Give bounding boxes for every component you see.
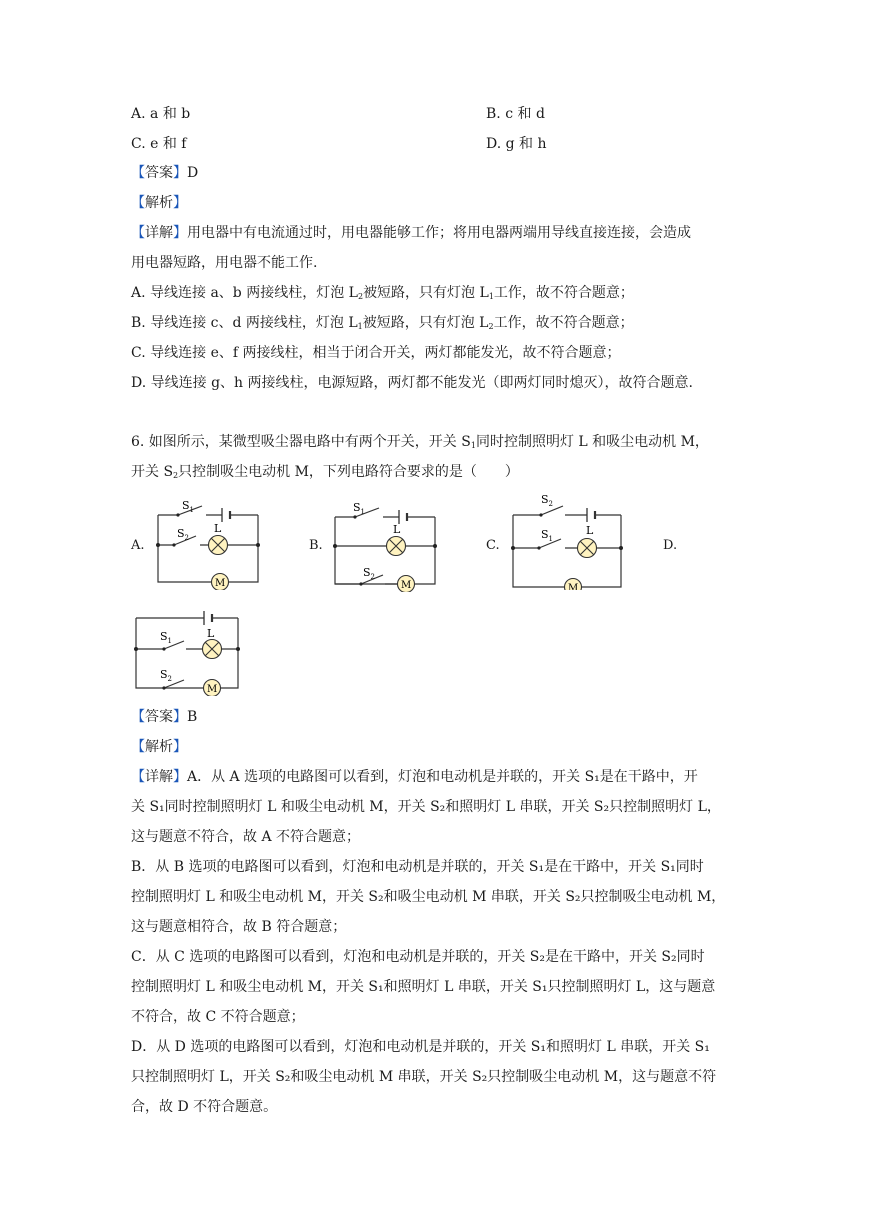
q6-detail-line: C．从 C 选项的电路图可以看到，灯泡和电动机是并联的，开关 S₂是在干路中，开关 S₂同时 xyxy=(131,949,705,965)
q6-analysis-heading: 【解析】 xyxy=(131,739,187,755)
q6-detail-line: 合，故 D 不符合题意。 xyxy=(131,1099,278,1115)
q5-item-a: A. 导线连接 a、b 两接线柱，灯泡 $L_2$被短路，只有灯泡 $L_1$工作，故不符合题意； xyxy=(131,285,634,301)
svg-text:L: L xyxy=(586,524,594,537)
circuit-c-label: C. xyxy=(486,538,500,553)
q6-detail-line: 这与题意不符合，故 A 不符合题意； xyxy=(131,829,361,845)
q5-item-d: D. 导线连接 g、h 两接线柱，电源短路，两灯都不能发光（即两灯同时熄灭），故符合题意. xyxy=(131,375,693,391)
q5-item-c: C. 导线连接 e、f 两接线柱，相当于闭合开关，两灯都能发光，故不符合题意； xyxy=(131,345,621,361)
q6-stem-line1: 6. 如图所示，某微型吸尘器电路中有两个开关，开关 $S_1$同时控制照明灯 L 和吸尘电动机 M， xyxy=(131,434,709,450)
q5-option-b: B. c 和 d xyxy=(486,106,545,122)
svg-text:M: M xyxy=(568,583,579,590)
lamp-icon xyxy=(387,537,406,556)
lamp-icon xyxy=(209,536,228,555)
circuit-d-label: D. xyxy=(663,538,678,553)
svg-text:L: L xyxy=(207,627,215,640)
lamp-icon xyxy=(203,640,222,659)
q6-stem-line2: 开关 $S_2$只控制吸尘电动机 M，下列电路符合要求的是（ ） xyxy=(131,464,519,480)
q5-option-d: D. g 和 h xyxy=(486,136,547,152)
svg-text:S1: $S_1$ xyxy=(541,528,554,543)
circuit-diagram-b xyxy=(325,492,445,592)
q6-detail-line: 关 S₁同时控制照明灯 L 和吸尘电动机 M，开关 S₂和照明灯 L 串联，开关 S₂只控制照明灯 L， xyxy=(131,799,721,815)
circuit-a-label: A. xyxy=(131,538,145,553)
q5-option-c: C. e 和 f xyxy=(131,136,187,152)
svg-text:M: M xyxy=(207,684,218,695)
q5-analysis-heading: 【解析】 xyxy=(131,195,187,211)
q5-option-a: A. a 和 b xyxy=(131,106,191,122)
circuit-diagram-d xyxy=(128,604,248,696)
svg-text:S2: $S_2$ xyxy=(160,668,173,683)
svg-text:L: L xyxy=(393,523,401,536)
svg-text:M: M xyxy=(215,578,226,589)
q6-detail-line: 控制照明灯 L 和吸尘电动机 M，开关 S₁和照明灯 L 串联，开关 S₁只控制照明灯 L，这与题意 xyxy=(131,979,716,995)
q6-detail-line: 不符合，故 C 不符合题意； xyxy=(131,1009,305,1025)
q6-detail-line: 控制照明灯 L 和吸尘电动机 M，开关 S₂和吸尘电动机 M 串联，开关 S₂只控制吸尘电动机 M， xyxy=(131,889,726,905)
svg-text:S1: $S_1$ xyxy=(182,499,195,514)
svg-text:S1: $S_1$ xyxy=(160,630,173,645)
q5-detail-continued: 用电器短路，用电器不能工作. xyxy=(131,255,318,271)
q5-detail: 【详解】用电器中有电流通过时，用电器能够工作；将用电器两端用导线直接连接，会造成 xyxy=(131,225,691,241)
circuit-diagram-c xyxy=(503,490,623,590)
q5-item-b: B. 导线连接 c、d 两接线柱，灯泡 $L_1$被短路，只有灯泡 $L_2$工作，故不符合题意； xyxy=(131,315,634,331)
svg-text:S1: $S_1$ xyxy=(353,501,366,516)
q6-answer: 【答案】B xyxy=(131,709,198,725)
lamp-icon xyxy=(578,539,597,558)
svg-text:S2: $S_2$ xyxy=(177,527,190,542)
svg-text:S2: $S_2$ xyxy=(363,566,376,581)
q6-detail-line: D．从 D 选项的电路图可以看到，灯泡和电动机是并联的，开关 S₁和照明灯 L 串联，开关 S₁ xyxy=(131,1039,710,1055)
svg-text:L: L xyxy=(214,522,222,535)
q6-detail-line: B．从 B 选项的电路图可以看到，灯泡和电动机是并联的，开关 S₁是在干路中，开关 S₁同时 xyxy=(131,859,704,875)
circuit-diagram-a xyxy=(148,490,268,590)
q6-detail-line: 【详解】A．从 A 选项的电路图可以看到，灯泡和电动机是并联的，开关 S₁是在干路中，开 xyxy=(131,769,698,785)
q6-detail-line: 这与题意相符合，故 B 符合题意； xyxy=(131,919,347,935)
q6-detail-line: 只控制照明灯 L，开关 S₂和吸尘电动机 M 串联，开关 S₂只控制吸尘电动机 M，这与题意不符 xyxy=(131,1069,717,1085)
svg-text:S2: $S_2$ xyxy=(541,493,554,508)
q5-answer: 【答案】D xyxy=(131,165,199,181)
circuit-b-label: B. xyxy=(309,538,323,553)
svg-text:M: M xyxy=(401,580,412,591)
